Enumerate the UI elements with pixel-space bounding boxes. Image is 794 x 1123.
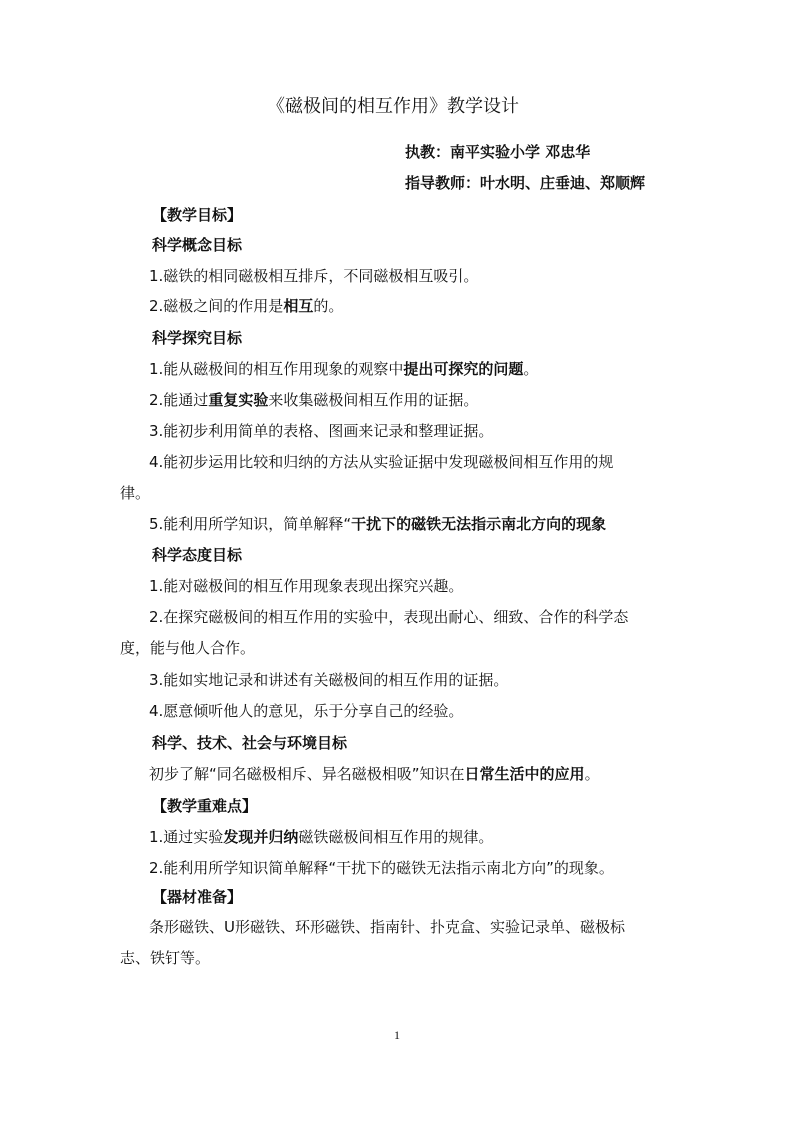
attitude-item-3: 3.能如实地记录和讲述有关磁极间的相互作用的证据。 xyxy=(149,671,509,689)
attitude-item-2: 2.在探究磁极间的相互作用的实验中，表现出耐心、细致、合作的科学态 xyxy=(149,608,629,626)
subheading-inquiry: 科学探究目标 xyxy=(152,329,243,347)
subheading-stse: 科学、技术、社会与环境目标 xyxy=(152,734,348,752)
attitude-item-1: 1.能对磁极间的相互作用现象表现出探究兴趣。 xyxy=(149,577,464,595)
inquiry-item-3: 3.能初步利用简单的表格、图画来记录和整理证据。 xyxy=(149,422,494,440)
key-item-2: 2.能利用所学知识简单解释“干扰下的磁铁无法指示南北方向”的现象。 xyxy=(149,859,614,877)
page-number: 1 xyxy=(394,1028,400,1042)
inquiry-item-4: 4.能初步运用比较和归纳的方法从实验证据中发现磁极间相互作用的规 xyxy=(149,453,614,471)
attitude-item-2-cont: 度，能与他人合作。 xyxy=(120,639,256,657)
inquiry-item-2: 2.能通过重复实验来收集磁极间相互作用的证据。 xyxy=(149,391,479,409)
inquiry-item-4-cont: 律。 xyxy=(120,484,151,502)
stse-item-1: 初步了解“同名磁极相斥、异名磁极相吸”知识在日常生活中的应用。 xyxy=(149,765,600,783)
inquiry-item-1: 1.能从磁极间的相互作用现象的观察中提出可探究的问题。 xyxy=(149,360,539,378)
attitude-item-4: 4.愿意倾听他人的意见，乐于分享自己的经验。 xyxy=(149,702,464,720)
subheading-concept: 科学概念目标 xyxy=(152,236,243,254)
section-heading-goals: 【教学目标】 xyxy=(152,206,243,224)
section-heading-materials: 【器材准备】 xyxy=(152,888,243,906)
concept-item-2: 2.磁极之间的作用是相互的。 xyxy=(149,297,344,315)
key-item-1: 1.通过实验发现并归纳磁铁磁极间相互作用的规律。 xyxy=(149,828,494,846)
subheading-attitude: 科学态度目标 xyxy=(152,546,243,564)
section-heading-key-points: 【教学重难点】 xyxy=(152,797,258,815)
materials-line-2: 志、铁钉等。 xyxy=(120,949,211,967)
materials-line-1: 条形磁铁、U形磁铁、环形磁铁、指南针、扑克盒、实验记录单、磁极标 xyxy=(149,918,625,936)
inquiry-item-5: 5.能利用所学知识，简单解释“干扰下的磁铁无法指示南北方向的现象 xyxy=(149,515,607,533)
document-title: 《磁极间的相互作用》教学设计 xyxy=(267,96,519,117)
concept-item-1: 1.磁铁的相同磁极相互排斥，不同磁极相互吸引。 xyxy=(149,267,479,285)
teacher-line: 执教：南平实验小学 邓忠华 xyxy=(405,143,591,161)
advisor-line: 指导教师：叶水明、庄垂迪、郑顺辉 xyxy=(405,174,646,192)
